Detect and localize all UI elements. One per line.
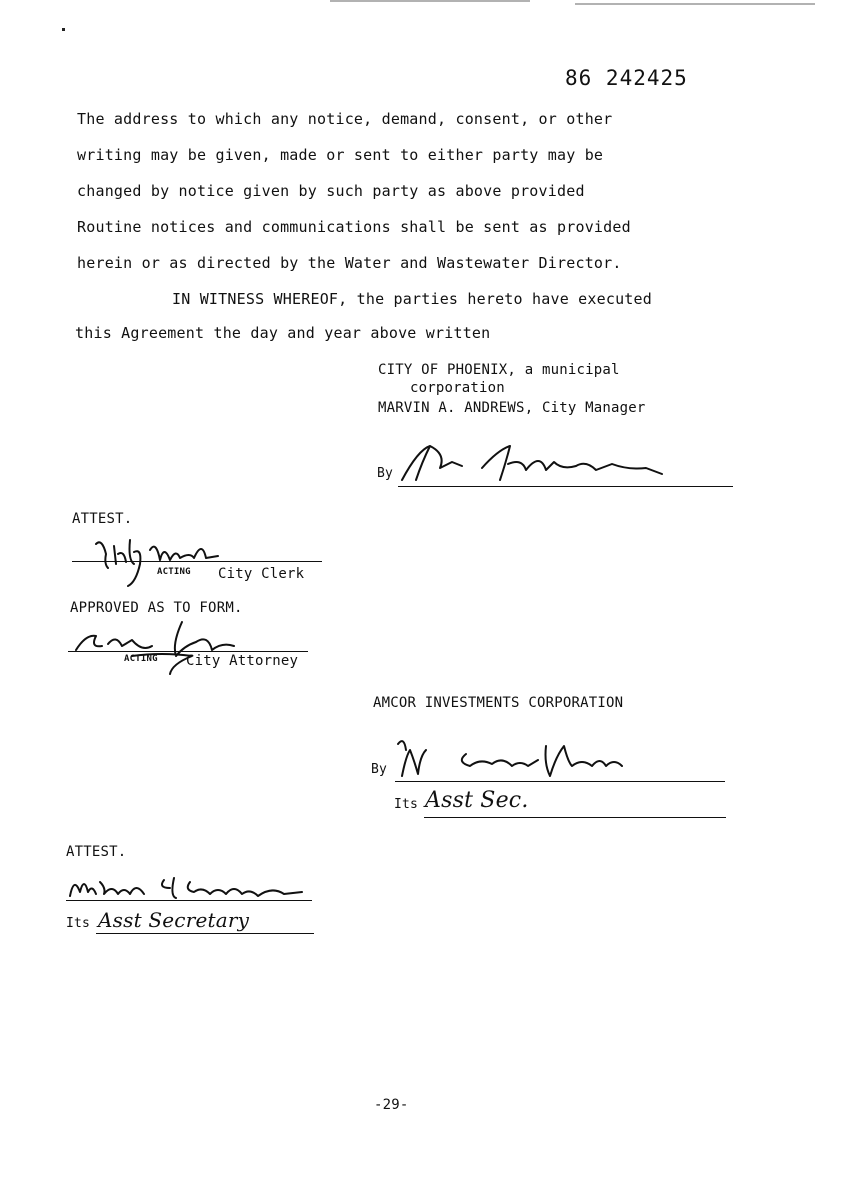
acting-label: ACTING — [157, 567, 191, 577]
city-corporation: corporation — [410, 380, 505, 396]
scan-noise — [62, 28, 65, 31]
scan-noise — [330, 0, 530, 2]
its-label: Its — [66, 916, 91, 931]
city-manager: MARVIN A. ANDREWS, City Manager — [378, 400, 646, 416]
amcor-attest-signature — [66, 868, 316, 908]
document-number: 86 242425 — [565, 66, 688, 90]
signature-line — [66, 900, 312, 901]
scan-noise — [575, 3, 815, 5]
city-name: CITY OF PHOENIX, a municipal — [378, 362, 620, 378]
paragraph-line: changed by notice given by such party as above provided — [77, 182, 585, 200]
paragraph-line: Routine notices and communications shall be sent as provided — [77, 218, 631, 236]
signature-line — [72, 561, 322, 562]
by-label: By — [377, 466, 394, 481]
signature-line — [68, 651, 308, 652]
its-label: Its — [394, 797, 419, 812]
amcor-officer-signature — [396, 736, 646, 786]
attest-label: ATTEST. — [72, 511, 133, 527]
city-attorney-title: City Attorney — [186, 653, 299, 669]
paragraph-line: The address to which any notice, demand, consent, or other — [77, 110, 613, 128]
acting-label: ACTING — [124, 654, 158, 664]
city-clerk-title: City Clerk — [218, 566, 305, 582]
city-clerk-signature — [90, 530, 230, 590]
paragraph-line: herein or as directed by the Water and Wastewater Director. — [77, 254, 622, 272]
approved-label: APPROVED AS TO FORM. — [70, 600, 243, 616]
paragraph-line: writing may be given, made or sent to either party may be — [77, 146, 604, 164]
company-name: AMCOR INVESTMENTS CORPORATION — [373, 695, 624, 711]
attest-title-handwritten: Asst Secretary — [98, 908, 250, 932]
signature-line — [96, 933, 314, 934]
signature-line — [395, 781, 725, 782]
by-label: By — [371, 762, 388, 777]
witness-line: this Agreement the day and year above written — [75, 324, 491, 342]
attest-label: ATTEST. — [66, 844, 127, 860]
page-number: -29- — [374, 1097, 409, 1113]
witness-line: IN WITNESS WHEREOF, the parties hereto have executed — [172, 290, 652, 308]
amcor-title-handwritten: Asst Sec. — [425, 788, 529, 813]
signature-line — [424, 817, 726, 818]
city-manager-signature — [400, 440, 670, 488]
